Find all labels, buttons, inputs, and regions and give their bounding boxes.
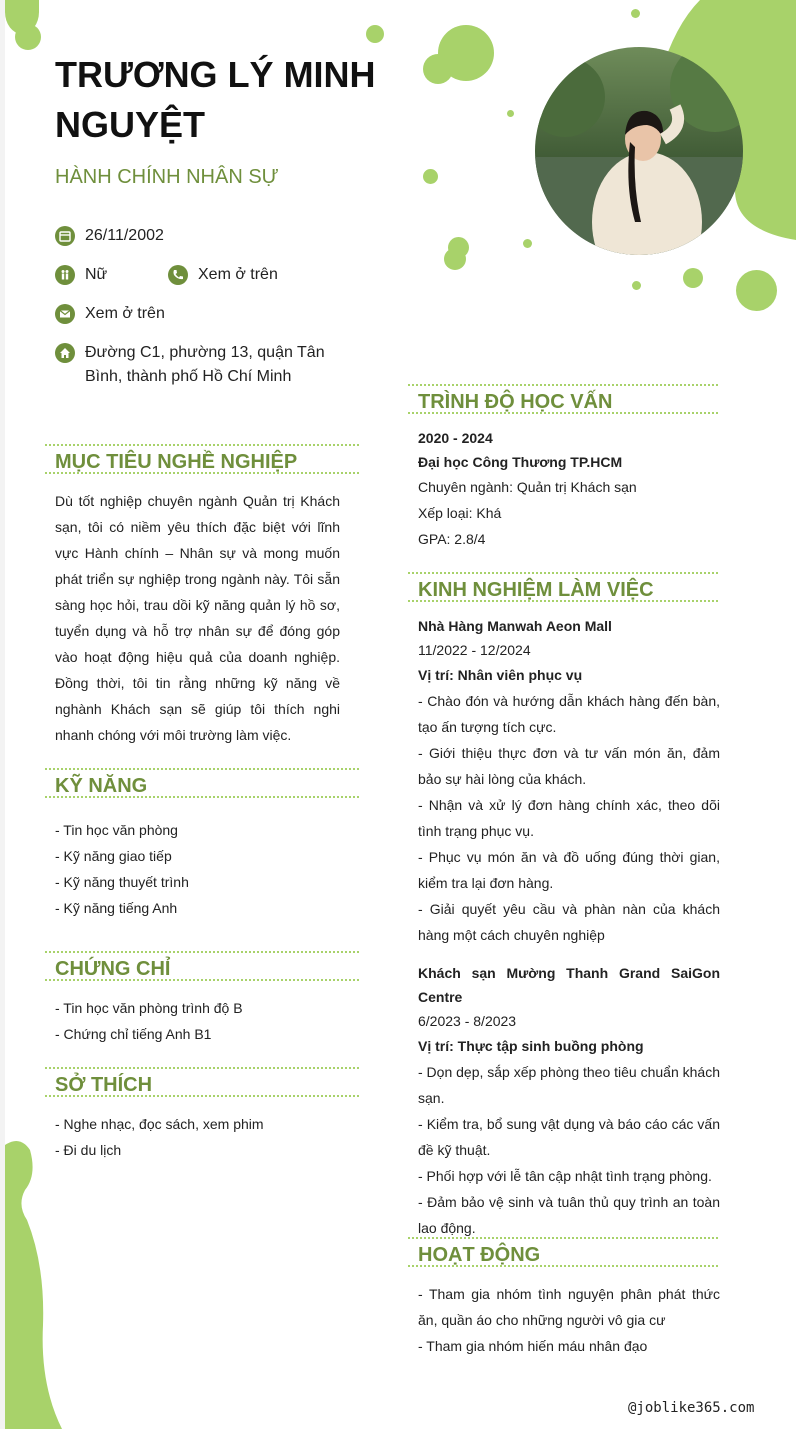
- job-task: - Chào đón và hướng dẫn khách hàng đến bàn, tạo ấn tượng tích cực.: [418, 693, 720, 735]
- job-task: - Nhận và xử lý đơn hàng chính xác, theo dõi tình trạng phục vụ.: [418, 797, 720, 839]
- gender-value: Nữ: [85, 266, 108, 283]
- skills-title: KỸ NĂNG: [55, 775, 148, 797]
- job-task: - Kiểm tra, bổ sung vật dụng và báo cáo các vấn đề kỹ thuật.: [418, 1116, 720, 1158]
- decor-dot: [507, 110, 514, 117]
- gender-row: [55, 263, 107, 287]
- list-item: - Đi du lịch: [55, 1142, 122, 1158]
- job-company: Nhà Hàng Manwah Aeon Mall: [418, 618, 612, 634]
- birthday-value: 26/11/2002: [85, 227, 164, 244]
- email-icon: [55, 304, 75, 324]
- experience-job: [418, 614, 720, 948]
- job-position: Vị trí: Thực tập sinh buồng phòng: [418, 1038, 644, 1054]
- activities-title: HOẠT ĐỘNG: [418, 1244, 541, 1266]
- objective-title: MỤC TIÊU NGHỀ NGHIỆP: [55, 451, 298, 473]
- certificates-list: [55, 995, 345, 1047]
- job-task: - Dọn dẹp, sắp xếp phòng theo tiêu chuẩn khách sạn.: [418, 1064, 720, 1106]
- list-item: - Tin học văn phòng trình độ B: [55, 1000, 243, 1016]
- job-position: Vị trí: Nhân viên phục vụ: [418, 667, 583, 683]
- activities-list: [418, 1281, 720, 1359]
- job-task: - Phục vụ món ăn và đồ uống đúng thời gian, kiểm tra lại đơn hàng.: [418, 849, 720, 891]
- calendar-icon: [55, 226, 75, 246]
- list-item: - Chứng chỉ tiếng Anh B1: [55, 1026, 212, 1042]
- skills-heading: [45, 768, 359, 798]
- hobbies-heading: [45, 1067, 359, 1097]
- email-row: [55, 302, 165, 326]
- experience-heading: [408, 572, 718, 602]
- job-period: 11/2022 - 12/2024: [418, 642, 531, 658]
- education-major: Chuyên ngành: Quản trị Khách sạn: [418, 479, 637, 495]
- phone-icon: [168, 265, 188, 285]
- decor-dot: [366, 25, 384, 43]
- education-period: 2020 - 2024: [418, 430, 493, 446]
- hobbies-title: SỞ THÍCH: [55, 1074, 153, 1096]
- decor-dot: [683, 268, 703, 288]
- list-item: - Tham gia nhóm tình nguyện phân phát thức ăn, quần áo cho những người vô gia cư: [418, 1286, 720, 1328]
- job-task: - Giới thiệu thực đơn và tư vấn món ăn, đảm bảo sự hài lòng của khách.: [418, 745, 720, 787]
- objective-text: Dù tốt nghiệp chuyên ngành Quản trị Khách sạn, tôi có niềm yêu thích đặc biệt với lĩnh vực Hành chính – Nhân sự và mong muốn phát triển sự nghiệp trong ngành này. Tôi sẵn sàng học hỏi, trau dồi kỹ năng quản lý hồ sơ, tuyển dụng và hỗ trợ nhân sự để đóng góp vào hoạt động hiệu quả của doanh nghiệp. Đồng thời, tôi tin rằng những kỹ năng về nghành Khách sạn sẽ giúp tôi thích nghi nhanh chóng với môi trường làm việc.: [55, 493, 340, 743]
- decor-blob-bottom-left: [5, 1135, 65, 1429]
- birthday-row: [55, 224, 164, 248]
- address-row: [55, 341, 345, 389]
- skills-list: [55, 817, 345, 921]
- job-period: 6/2023 - 8/2023: [418, 1013, 517, 1029]
- certificates-heading: [45, 951, 359, 981]
- list-item: - Tin học văn phòng: [55, 822, 178, 838]
- certificates-title: CHỨNG CHỈ: [55, 958, 171, 980]
- list-item: - Kỹ năng tiếng Anh: [55, 900, 178, 916]
- decor-dot: [15, 24, 41, 50]
- footer-credit: @joblike365.com: [628, 1400, 755, 1416]
- experience-title: KINH NGHIỆM LÀM VIỆC: [418, 579, 654, 601]
- list-item: - Kỹ năng thuyết trình: [55, 874, 189, 890]
- list-item: - Nghe nhạc, đọc sách, xem phim: [55, 1116, 264, 1132]
- job-task: - Phối hợp với lễ tân cập nhật tình trạng phòng.: [418, 1168, 712, 1184]
- gender-icon: [55, 265, 75, 285]
- education-gpa: GPA: 2.8/4: [418, 531, 486, 547]
- phone-value[interactable]: Xem ở trên: [198, 266, 278, 283]
- education-title: TRÌNH ĐỘ HỌC VẤN: [418, 391, 613, 413]
- education-heading: [408, 384, 718, 414]
- address-value: Đường C1, phường 13, quận Tân Bình, thành phố Hồ Chí Minh: [85, 344, 325, 385]
- objective-heading: [45, 444, 359, 474]
- activities-heading: [408, 1237, 718, 1267]
- profile-photo: [535, 47, 743, 255]
- home-icon: [55, 343, 75, 363]
- education-school: Đại học Công Thương TP.HCM: [418, 454, 623, 470]
- email-value[interactable]: Xem ở trên: [85, 305, 165, 322]
- list-item: - Tham gia nhóm hiến máu nhân đạo: [418, 1338, 648, 1354]
- decor-dot: [423, 54, 453, 84]
- decor-dot: [632, 281, 641, 290]
- hobbies-list: [55, 1111, 345, 1163]
- experience-job: [418, 961, 720, 1241]
- decor-dot: [736, 270, 777, 311]
- decor-dot: [444, 248, 466, 270]
- job-task: - Giải quyết yêu cầu và phàn nàn của khách hàng một cách chuyên nghiệp: [418, 901, 720, 943]
- education-rank: Xếp loại: Khá: [418, 505, 502, 521]
- decor-dot: [423, 169, 438, 184]
- education-block: [418, 426, 720, 552]
- candidate-name: TRƯƠNG LÝ MINH NGUYỆT: [55, 54, 376, 145]
- job-title: HÀNH CHÍNH NHÂN SỰ: [55, 166, 279, 188]
- phone-row: [168, 263, 278, 287]
- list-item: - Kỹ năng giao tiếp: [55, 848, 172, 864]
- job-task: - Đảm bảo vệ sinh và tuân thủ quy trình an toàn lao động.: [418, 1194, 720, 1236]
- job-company: Khách sạn Mường Thanh Grand SaiGon Centre: [418, 965, 720, 1005]
- decor-dot: [523, 239, 532, 248]
